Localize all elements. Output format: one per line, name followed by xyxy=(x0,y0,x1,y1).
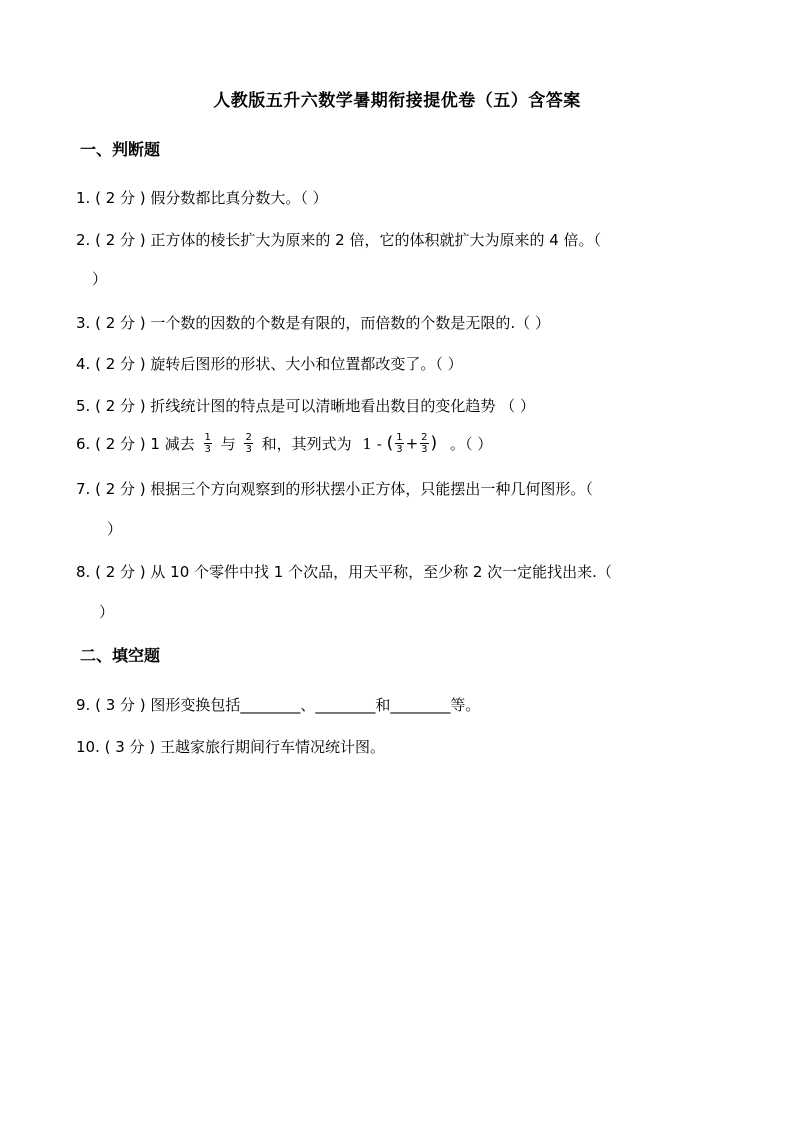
question-6 xyxy=(76,432,492,455)
question-5: 5. ( 2 分 ) 折线统计图的特点是可以清晰地看出数目的变化趋势 （ ） xyxy=(76,397,535,415)
right-parenthesis: ) xyxy=(430,433,438,454)
question-3: 3. ( 2 分 ) 一个数的因数的个数是有限的，而倍数的个数是无限的.（ ） xyxy=(76,314,550,332)
question-1: 1. ( 2 分 ) 假分数都比真分数大。（ ） xyxy=(76,189,328,207)
plus-sign: + xyxy=(405,434,419,453)
question-7: 7. ( 2 分 ) 根据三个方向观察到的形状摆小正方体，只能摆出一种几何图形。（ xyxy=(76,480,593,498)
fraction-one-third: $\frac{1}{3}$ xyxy=(204,432,211,455)
document-title: 人教版五升六数学暑期衔接提优卷（五）含答案 xyxy=(213,91,581,111)
question-6-and: 与 xyxy=(220,435,236,453)
fraction-two-thirds: $\frac{2}{3}$ xyxy=(245,432,252,455)
section-heading-judgment: 一、判断题 xyxy=(80,140,161,159)
question-8-continuation: ） xyxy=(99,603,115,621)
section-heading-fill-blank: 二、填空题 xyxy=(80,646,161,665)
question-2-continuation: ） xyxy=(92,270,108,288)
question-2: 2. ( 2 分 ) 正方体的棱长扩大为原来的 2 倍，它的体积就扩大为原来的 4 倍。（ xyxy=(76,231,602,249)
question-6-prefix: 6. ( 2 分 ) 1 减去 xyxy=(76,435,195,453)
question-6-expression-start: 1 - xyxy=(362,434,382,453)
question-9: 9. ( 3 分 ) 图形变换包括________、________和________等。 xyxy=(76,696,481,714)
fraction-two-thirds-expr: $\frac{2}{3}$ xyxy=(421,432,428,455)
question-6-suffix: 。（ ） xyxy=(449,435,493,453)
question-6-text: 和，其列式为 xyxy=(261,435,352,453)
question-8: 8. ( 2 分 ) 从 10 个零件中找 1 个次品，用天平称，至少称 2 次一定能找出来.（ xyxy=(76,563,612,581)
question-10: 10. ( 3 分 ) 王越家旅行期间行车情况统计图。 xyxy=(76,738,385,756)
question-7-continuation: ） xyxy=(107,520,123,538)
left-parenthesis: ( xyxy=(386,433,394,454)
fraction-one-third-expr: $\frac{1}{3}$ xyxy=(396,432,403,455)
question-4: 4. ( 2 分 ) 旋转后图形的形状、大小和位置都改变了。（ ） xyxy=(76,355,463,373)
